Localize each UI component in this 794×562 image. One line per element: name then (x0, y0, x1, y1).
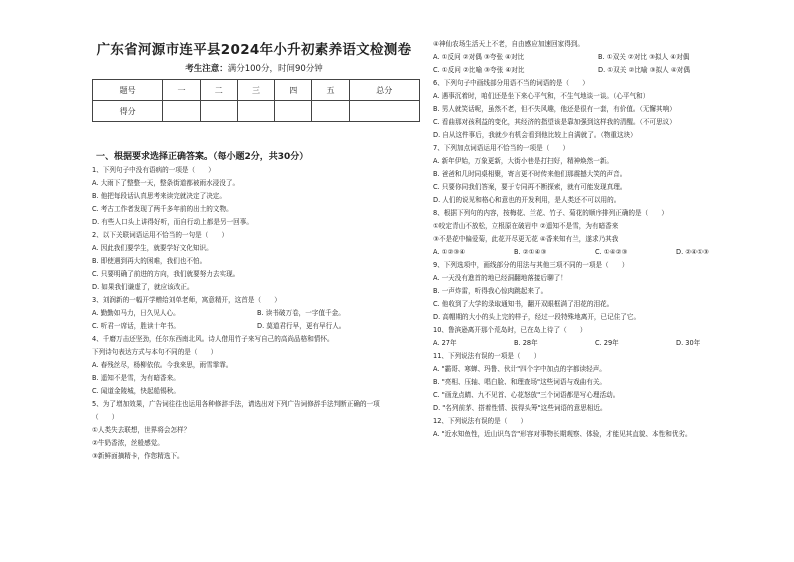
answer-option: A. ①②③④ (433, 248, 466, 256)
question-stem: 10、鲁滨逊离开那个荒岛时，已在岛上待了（ ） (433, 326, 587, 334)
section-heading: 一、根据要求选择正确答案。（每小题2分，共30分） (96, 152, 309, 162)
score-cell[interactable] (349, 101, 419, 122)
score-table (92, 79, 420, 122)
answer-option: D. 有些人口头上讲得好听，而自行动上都是另一回事。 (92, 218, 253, 226)
answer-option: B. 遥知不是雪，为有暗香来。 (92, 374, 180, 382)
answer-option: D. 高帽期的大小的头上完的样子，经过一段特殊地离开，已记住了它。 (433, 313, 641, 321)
score-cell[interactable] (312, 101, 349, 122)
exam-notice (84, 62, 424, 74)
answer-option: A. 27年 (433, 339, 457, 347)
question-stem: 4、千磨万击还坚劲，任尔东西南北风。诗人借用竹子来写自己的高尚品格和情怀。 (92, 335, 334, 343)
answer-option: A. 春残丝尽，杨柳依依。今我来思，雨雪霏霏。 (92, 361, 233, 369)
answer-option: C. "画龙点睛、九不见首、心花怒放"三个词语都是写心理活动。 (433, 391, 620, 399)
answer-option: ②牛奶香浓，丝般感觉。 (92, 439, 164, 447)
question-stem: 3、刘润新的一幅开学赠给刘单老师，寓意精开，这首是（ ） (92, 296, 281, 304)
answer-option: A. 遇事沉着时，咱们还是坐下来心平气和，不生气地谈一谈。（心平气和） (433, 92, 650, 100)
answer-option: C. 考古工作者发现了两千多年前的出土的文物。 (92, 205, 233, 213)
answer-option: B. ①双关 ②对比 ③拟人 ④对偶 (598, 53, 690, 61)
answer-option: C. 闻道金陵城，快起船锡秋。 (92, 387, 180, 395)
score-cell[interactable] (237, 101, 274, 122)
question-stem: 12、下列说法有误的是（ ） (433, 417, 528, 425)
answer-option: A. 勤勤如马力，日久见人心。 (92, 309, 180, 317)
answer-option: B. 即使遇到再大的困难，我们也不怕。 (92, 257, 207, 265)
answer-option: D. 人们的说见和格心和意也的开发利用，是人类还不可以用的。 (433, 196, 621, 204)
answer-option: B. "亮相、压轴、唱白脸、和理查场"这些词语与戏曲有关。 (433, 378, 607, 386)
answer-option: A. 大雨下了整整一天，整条街道都被雨水浸没了。 (92, 179, 240, 187)
score-table-header: 题号 (93, 80, 163, 101)
question-stem: 2、以下关联词语运用不恰当的一句是（ ） (92, 231, 229, 239)
score-row-label: 得分 (93, 101, 163, 122)
answer-option: B. 男人就笑话呢，虽然不老，但不失风趣，他还是很有一套，有价值。（无懈其响） (433, 105, 676, 113)
answer-option: C. 只要明确了前进的方向，我们就要努力去实现。 (92, 270, 240, 278)
score-table-header: 五 (312, 80, 349, 101)
answer-option: C. 29年 (595, 339, 619, 347)
question-stem: ④神仙农场生活天上不老，自由感应加速回家得到。 (433, 40, 584, 48)
answer-option: ③不是花中偏爱菊，此花开尽更无花 ④香来知有兰，遂求乃其我 (433, 235, 619, 243)
answer-option: A. "霸哥、寒蝉、玛鲁、伙计"四个字中加点的字都读轻声。 (433, 365, 606, 373)
answer-option: D. ②④①③ (676, 248, 709, 256)
answer-option: （ ） (92, 413, 119, 421)
question-stem: 7、下列加点词语运用不恰当的一项是（ ） (433, 144, 570, 152)
score-table-header: 一 (163, 80, 200, 101)
notice-text: 满分100分，时间90分钟 (227, 64, 323, 74)
answer-option: D. ①双关 ②比喻 ③拟人 ④对偶 (598, 66, 690, 74)
answer-option: ③新鲜面摘精卡，作您精选下。 (92, 452, 184, 460)
answer-option: A. 一天没有進首的地已经洞翻地落接后聊了！ (433, 274, 567, 282)
answer-option: C. 听君一席话，胜读十年书。 (92, 322, 180, 330)
answer-option: A. 因此我们要学生，就要学好文化知识。 (92, 244, 213, 252)
answer-option: 下列诗句表达方式与本句不同的是（ ） (92, 348, 218, 356)
score-table-header: 三 (237, 80, 274, 101)
answer-option: C. 他收到了大学的录取通知书，翻开双眼框满了泪花的泪花。 (433, 300, 614, 308)
answer-option: B. 他把每段话认真思考来读完就决定了决定。 (92, 192, 226, 200)
answer-option: A. "近水知鱼性，近山识鸟音"形容对事物长期观察、体验，才能见其直貌、本性和优劣。 (433, 430, 692, 438)
question-stem: 5、为了增加效果，广告词往往也运用各种修辞手法，请选出对下列广告词修辞手法判断正确的一项 (92, 400, 380, 408)
question-stem: 6、下列句子中画线部分用语不当的词语的是（ ） (433, 79, 589, 87)
score-table-score-row (93, 101, 420, 122)
answer-option: C. ①反问 ②比喻 ③夸张 ④对比 (433, 66, 525, 74)
answer-option: C. 看曲那对孩利益的变化，其经济的指望该是靠加强到这样我的清醒。（不可思议） (433, 118, 676, 126)
page-title: 广东省河源市连平县2024年小升初素养语文检测卷 (96, 42, 412, 58)
question-stem: 11、下列说法有误的一项是（ ） (433, 352, 541, 360)
notice-label: 考生注意： (185, 64, 228, 74)
answer-option: D. 30年 (676, 339, 701, 347)
score-cell[interactable] (200, 101, 237, 122)
answer-option: C. 只要你同我们答案，要于专同再不断探索，就有可能发现真理。 (433, 183, 627, 191)
score-table-header-row (93, 80, 420, 101)
answer-option: A. 新年伊始，万象更新，大街小巷是打扫好，精神焕然一新。 (433, 157, 614, 165)
answer-option: A. ①反问 ②对偶 ③夸张 ④对比 (433, 53, 525, 61)
question-stem: 1、下列句子中没有语病的一项是（ ） (92, 166, 215, 174)
score-cell[interactable] (163, 101, 200, 122)
score-cell[interactable] (275, 101, 312, 122)
answer-option: D. 自从这件事后，我就少有机会看到他比较上自满就了。（物重这块） (433, 131, 637, 139)
answer-option: B. 爸爸和几时同桌相聚，寄言更不时传来他们那震撼大笑的声音。 (433, 170, 627, 178)
answer-option: B. 28年 (514, 339, 538, 347)
answer-option: B. 读书破万卷，一字值千金。 (257, 309, 345, 317)
answer-option: ①咬定青山不放松，立根原在破岩中 ②遥知不是雪，为有暗香来 (433, 222, 619, 230)
answer-option: D. "名列前茅、搭着性情、拔得头筹"这些词语的意思相近。 (433, 404, 607, 412)
answer-option: C. ①④②③ (595, 248, 628, 256)
score-table-header: 二 (200, 80, 237, 101)
question-stem: 9、下列选项中，画线部分的用法与其他三项不同的一项是（ ） (433, 261, 629, 269)
answer-option: ①人类失去联想，世界将会怎样？ (92, 426, 191, 434)
answer-option: D. 莫道君行早，更有早行人。 (257, 322, 346, 330)
score-table-header: 总分 (349, 80, 419, 101)
question-stem: 8、根据下列句的内容，按梅花、兰花、竹子、菊花的顺序排列正确的是（ ） (433, 209, 668, 217)
answer-option: D. 如果我们谦虚了，就应该改正。 (92, 283, 194, 291)
score-table-header: 四 (275, 80, 312, 101)
answer-option: B. 一声炸雷，听得我心惊肉跳起来了。 (433, 287, 548, 295)
answer-option: B. ②①④③ (514, 248, 547, 256)
